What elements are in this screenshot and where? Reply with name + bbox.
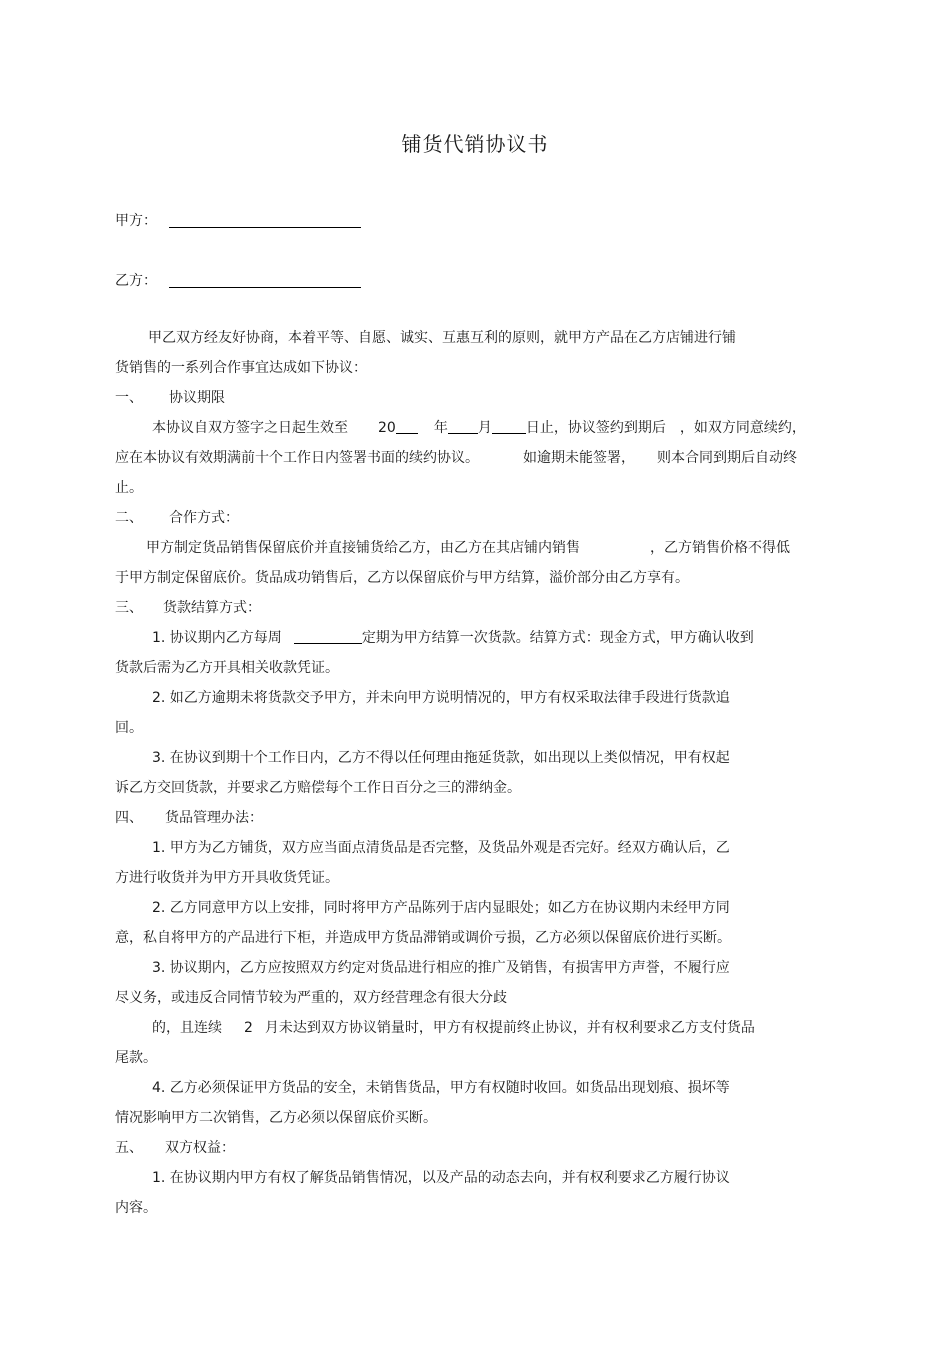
section-4-item-1-line-1: 1. 甲方为乙方铺货，双方应当面点清货品是否完整，及货品外观是否完好。经双方确认后，乙 — [152, 840, 730, 856]
section-4-item-1-line-2: 方进行收货并为甲方开具收货凭证。 — [115, 870, 339, 886]
section-2-heading: 二、 合作方式： — [115, 510, 239, 526]
section-4-heading: 四、 货品管理办法： — [115, 810, 263, 826]
section-3-item-1-line-2: 货款后需为乙方开具相关收款凭证。 — [115, 660, 339, 676]
section-5-heading: 五、 双方权益： — [115, 1140, 235, 1156]
section-5-item-1-line-1: 1. 在协议期内甲方有权了解货品销售情况，以及产品的动态去向，并有权利要求乙方履行协议 — [152, 1170, 730, 1186]
intro-line-1: 甲乙双方经友好协商，本着平等、自愿、诚实、互惠互利的原则，就甲方产品在乙方店铺进行铺 — [148, 330, 736, 346]
section-1-line-1: 本协议自双方签字之日起生效至 20 年 月 日止，协议签约到期后 ，如双方同意续约， — [152, 420, 806, 436]
section-2-line-1: 甲方制定货品销售保留底价并直接铺货给乙方，由乙方在其店铺内销售 ，乙方销售价格不得低 — [146, 540, 790, 556]
party-b-line — [115, 270, 361, 290]
section-3-item-2-line-2: 回。 — [115, 720, 143, 736]
day-blank — [492, 433, 526, 434]
party-b-blank — [169, 287, 361, 288]
party-b-label: 乙方： — [115, 273, 157, 289]
section-4-item-4-line-1: 4. 乙方必须保证甲方货品的安全，未销售货品，甲方有权随时收回。如货品出现划痕、损坏等 — [152, 1080, 730, 1096]
month-blank — [448, 433, 478, 434]
section-3-item-2-line-1: 2. 如乙方逾期未将货款交予甲方，并未向甲方说明情况的，甲方有权采取法律手段进行货款追 — [152, 690, 730, 706]
section-4-item-4-line-2: 情况影响甲方二次销售，乙方必须以保留底价买断。 — [115, 1110, 437, 1126]
party-a-label: 甲方： — [115, 213, 157, 229]
section-5-item-1-line-2: 内容。 — [115, 1200, 157, 1216]
party-a-blank — [169, 227, 361, 228]
section-3-item-3-line-2: 诉乙方交回货款，并要求乙方赔偿每个工作日百分之三的滞纳金。 — [115, 780, 521, 796]
section-3-heading: 三、 货款结算方式： — [115, 600, 261, 616]
section-4-item-3-line-3: 的，且连续 2 月未达到双方协议销量时，甲方有权提前终止协议，并有权利要求乙方支付货品 — [152, 1020, 755, 1036]
section-1-heading: 一、 协议期限 — [115, 390, 225, 406]
section-2-line-2: 于甲方制定保留底价。货品成功销售后，乙方以保留底价与甲方结算，溢价部分由乙方享有。 — [115, 570, 689, 586]
section-3-item-1-line-1: 1. 协议期内乙方每周 定期为甲方结算一次货款。结算方式：现金方式，甲方确认收到 — [152, 630, 754, 646]
party-a-line — [115, 210, 361, 230]
year-blank — [396, 433, 418, 434]
section-1-line-3: 止。 — [115, 480, 143, 496]
section-4-item-2-line-1: 2. 乙方同意甲方以上安排，同时将甲方产品陈列于店内显眼处；如乙方在协议期内未经甲方同 — [152, 900, 730, 916]
section-4-item-3-line-1: 3. 协议期内，乙方应按照双方约定对货品进行相应的推广及销售，有损害甲方声誉，不履行应 — [152, 960, 730, 976]
section-1-line-2: 应在本协议有效期满前十个工作日内签署书面的续约协议。 如逾期未能签署， 则本合同到期后自动终 — [115, 450, 797, 466]
section-4-item-3-line-4: 尾款。 — [115, 1050, 157, 1066]
section-4-item-2-line-2: 意，私自将甲方的产品进行下柜，并造成甲方货品滞销或调价亏损，乙方必须以保留底价进行买断。 — [115, 930, 731, 946]
intro-line-2: 货销售的一系列合作事宜达成如下协议： — [115, 360, 367, 376]
section-3-item-3-line-1: 3. 在协议到期十个工作日内，乙方不得以任何理由拖延货款，如出现以上类似情况，甲有权起 — [152, 750, 730, 766]
week-blank — [294, 643, 362, 644]
section-4-item-3-line-2: 尽义务，或违反合同情节较为严重的，双方经营理念有很大分歧 — [115, 990, 507, 1006]
document-title: 铺货代销协议书 — [401, 132, 549, 156]
